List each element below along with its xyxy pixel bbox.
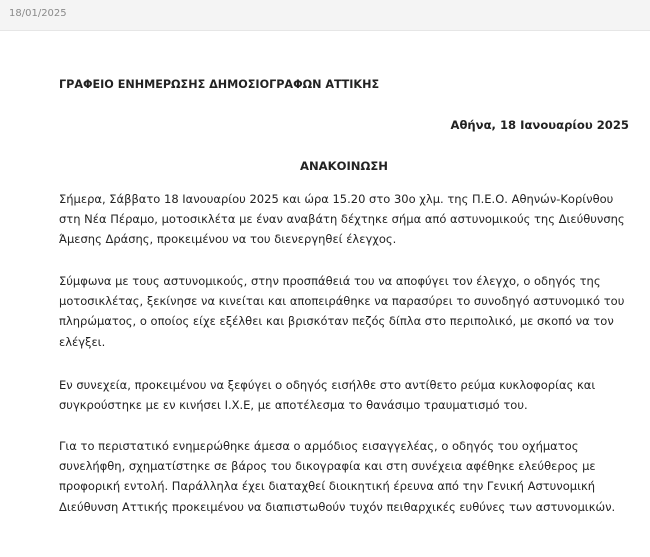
document-title: ΑΝΑΚΟΙΝΩΣΗ <box>300 159 388 173</box>
paragraph-3: Εν συνεχεία, προκειμένου να ξεφύγει ο οδηγός εισήλθε στο αντίθετο ρεύμα κυκλοφορίας και συγκρούστηκε με εν κινήσει Ι.Χ.Ε, με αποτέλεσμα το θανάσιμο τραυματισμό του. <box>59 378 596 413</box>
top-bar <box>0 0 650 31</box>
post-date: 18/01/2025 <box>9 8 67 19</box>
place-and-date: Αθήνα, 18 Ιανουαρίου 2025 <box>450 118 629 132</box>
paragraph-1: Σήμερα, Σάββατο 18 Ιανουαρίου 2025 και ώρα 15.20 στο 30ο χλμ. της Π.Ε.Ο. Αθηνών-Κορίνθου στη Νέα Πέραμο, μοτοσικλέτα με έναν αναβάτη δέχτηκε σήμα από αστυνομικούς της Διεύθυνσης Άμεσης Δράσης, προκειμένου να του διενεργηθεί έλεγχος. <box>59 192 625 247</box>
issuing-office: ΓΡΑΦΕΙΟ ΕΝΗΜΕΡΩΣΗΣ ΔΗΜΟΣΙΟΓΡΑΦΩΝ ΑΤΤΙΚΗΣ <box>59 78 380 91</box>
paragraph-4: Για το περιστατικό ενημερώθηκε άμεσα ο αρμόδιος εισαγγελέας, ο οδηγός του οχήματος συνελήφθη, σχηματίστηκε σε βάρος του δικογραφία και στη συνέχεια αφέθηκε ελεύθερος με προφορική εντολή. Παράλληλα έχει διαταχθεί διοικητική έρευνα από την Γενική Αστυνομική Διεύθυνση Αττικής προκειμένου να διαπιστωθούν τυχόν πειθαρχικές ευθύνες των αστυνομικών. <box>59 439 616 514</box>
paragraph-2: Σύμφωνα με τους αστυνομικούς, στην προσπάθειά του να αποφύγει τον έλεγχο, ο οδηγός της μοτοσικλέτας, ξεκίνησε να κινείται και αποπειράθηκε να παρασύρει το συνοδηγό αστυνομικό του πληρώματος, ο οποίος είχε εξέλθει και βρισκόταν πεζός δίπλα στο περιπολικό, με σκοπό να τον ελέγξει. <box>59 274 625 349</box>
